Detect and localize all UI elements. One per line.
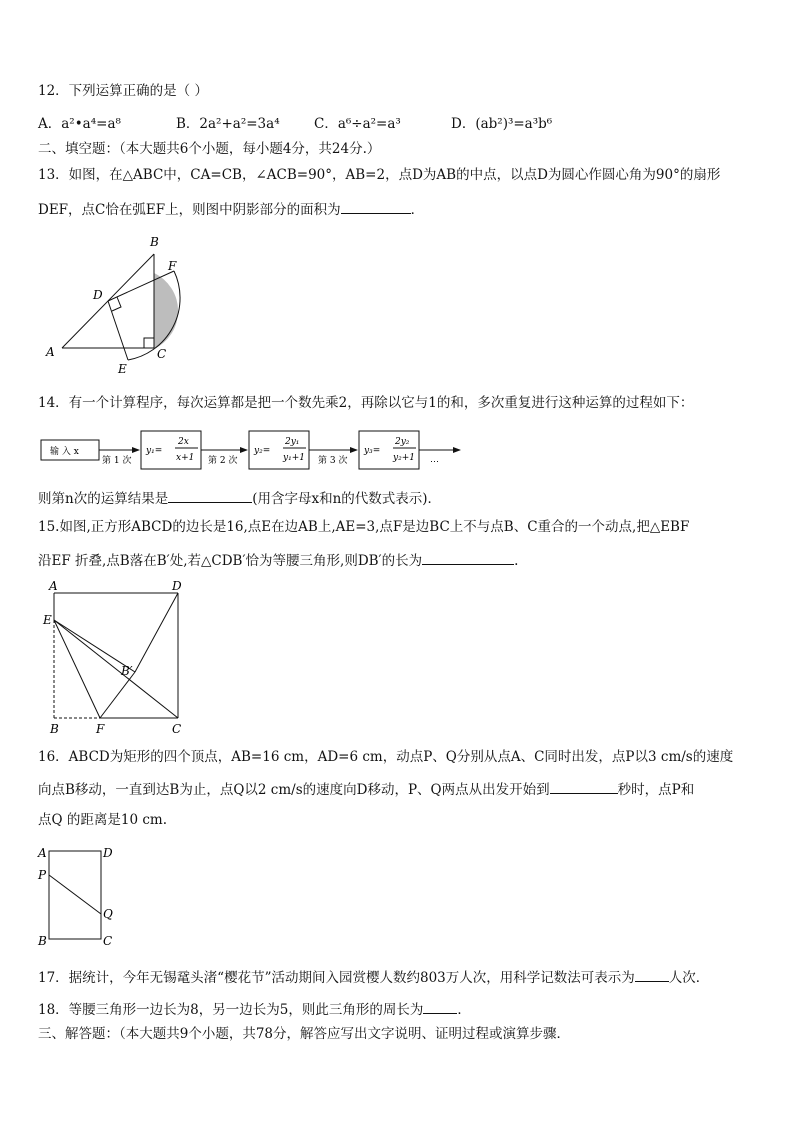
q16-label-a: A: [38, 846, 47, 860]
q13-label-b: B: [150, 235, 159, 249]
q14-line1: 14．有一个计算程序，每次运算都是把一个数先乘2，再除以它与1的和，多次重复进行这种运算的过程如下：: [38, 395, 694, 411]
q17-line: [38, 967, 709, 987]
q13-line1: 13．如图，在△ABC中，CA=CB，∠ACB=90°，AB=2，点D为AB的中点，以点D为圆心作圆心角为90°的扇形: [38, 167, 721, 183]
q14-step1-label: 第 1 次: [102, 456, 132, 466]
q15-label-a: A: [49, 579, 58, 593]
q15-line2: [38, 550, 518, 570]
q14-box2-lhs: y₂=: [254, 446, 271, 456]
q13-label-f: F: [168, 259, 177, 273]
q12-stem: 12．下列运算正确的是（ ）: [38, 83, 208, 99]
q16-label-d: D: [103, 846, 113, 860]
q13-label-d: D: [93, 288, 103, 302]
q14-line2-end: (用含字母x和n的代数式表示)．: [252, 491, 442, 507]
section3-title: 三、解答题：（本大题共9个小题，共78分，解答应写出文字说明、证明过程或演算步骤．: [38, 1026, 571, 1042]
q15-line2-text: 沿EF 折叠,点B落在B′处,若△CDB′恰为等腰三角形,则DB′的长为: [38, 553, 423, 569]
q14-box3-den: y₂+1: [393, 453, 415, 463]
q18-line: [38, 999, 471, 1019]
q14-step3-label: 第 3 次: [318, 456, 348, 466]
q18-text: 18．等腰三角形一边长为8，另一边长为5，则此三角形的周长为: [38, 1002, 424, 1018]
q15-figure: [38, 578, 198, 738]
q15-line1: 15.如图,正方形ABCD的边长是16,点E在边AB上,AE=3,点F是边BC上不与点B、C重合的一个动点,把△EBF: [38, 519, 690, 535]
q12-option-b: B．2a²+a²=3a⁴: [176, 116, 280, 132]
q17-end: 人次．: [668, 970, 710, 986]
q13-line2-end: ．: [410, 202, 425, 218]
q14-answer-blank: [168, 488, 252, 503]
q16-label-b: B: [38, 934, 47, 948]
q12-option-d: D．(ab²)³=a³b⁶: [451, 116, 553, 132]
q18-answer-blank: [423, 999, 457, 1014]
q18-end: ．: [457, 1002, 471, 1018]
q17-text: 17．据统计，今年无锡鼋头渚“樱花节”活动期间入园赏樱人数约803万人次，用科学记数法可表示为: [38, 970, 635, 986]
q14-box1-den: x+1: [176, 453, 195, 463]
q16-label-p: P: [38, 868, 47, 882]
q14-box2-den: y₁+1: [283, 453, 305, 463]
q15-line2-end: .: [514, 553, 519, 569]
section2-title: 二、填空题：（本大题共6个小题，每小题4分，共24分.）: [38, 141, 381, 157]
q16-answer-blank: [550, 779, 618, 794]
q16-line2: [38, 779, 694, 799]
q14-box1-num: 2x: [178, 437, 189, 447]
q14-input-label: 输 入 x: [50, 447, 79, 457]
q14-box2-num: 2y₁: [285, 437, 300, 447]
q16-line1: 16．ABCD为矩形的四个顶点，AB=16 cm，AD=6 cm，动点P、Q分别从点A、C同时出发，点P以3 cm/s的速度: [38, 749, 734, 765]
q14-box3-num: 2y₂: [395, 437, 410, 447]
q16-line3: 点Q 的距离是10 cm.: [38, 812, 167, 828]
q14-ellipsis: ⋯: [430, 457, 439, 467]
q13-line2-text: DEF，点C恰在弧EF上，则图中阴影部分的面积为: [38, 202, 341, 218]
q15-label-e: E: [43, 613, 52, 627]
q16-line2-end: 秒时，点P和: [617, 782, 695, 798]
q13-answer-blank: [341, 199, 411, 214]
q16-label-c: C: [103, 934, 113, 948]
q12-option-a: A．a²•a⁴=a⁸: [38, 116, 121, 132]
q13-line2: [38, 199, 424, 219]
q13-label-c: C: [157, 347, 167, 361]
q14-line2-text: 则第n次的运算结果是: [38, 491, 169, 507]
q14-box3-lhs: y₃=: [364, 446, 381, 456]
q16-figure: [34, 842, 124, 948]
q13-figure: [40, 232, 200, 377]
q15-label-b: B: [50, 722, 59, 736]
q15-label-d: D: [172, 579, 182, 593]
q15-label-bprime: B′: [121, 664, 133, 678]
q14-flowchart: [38, 426, 468, 476]
q13-label-a: A: [46, 345, 55, 359]
q17-answer-blank: [635, 967, 669, 982]
q12-option-c: C．a⁶÷a²=a³: [314, 116, 401, 132]
q14-box1-lhs: y₁=: [146, 446, 163, 456]
q14-line2: [38, 488, 441, 508]
q16-line2-text: 向点B移动，一直到达B为止，点Q以2 cm/s的速度向D移动，P、Q两点从出发开始到: [38, 782, 550, 798]
q15-label-f: F: [96, 722, 105, 736]
q13-label-e: E: [118, 362, 127, 376]
q15-label-c: C: [172, 722, 182, 736]
q15-answer-blank: [422, 550, 514, 565]
q16-label-q: Q: [103, 907, 113, 921]
q14-step2-label: 第 2 次: [208, 456, 238, 466]
